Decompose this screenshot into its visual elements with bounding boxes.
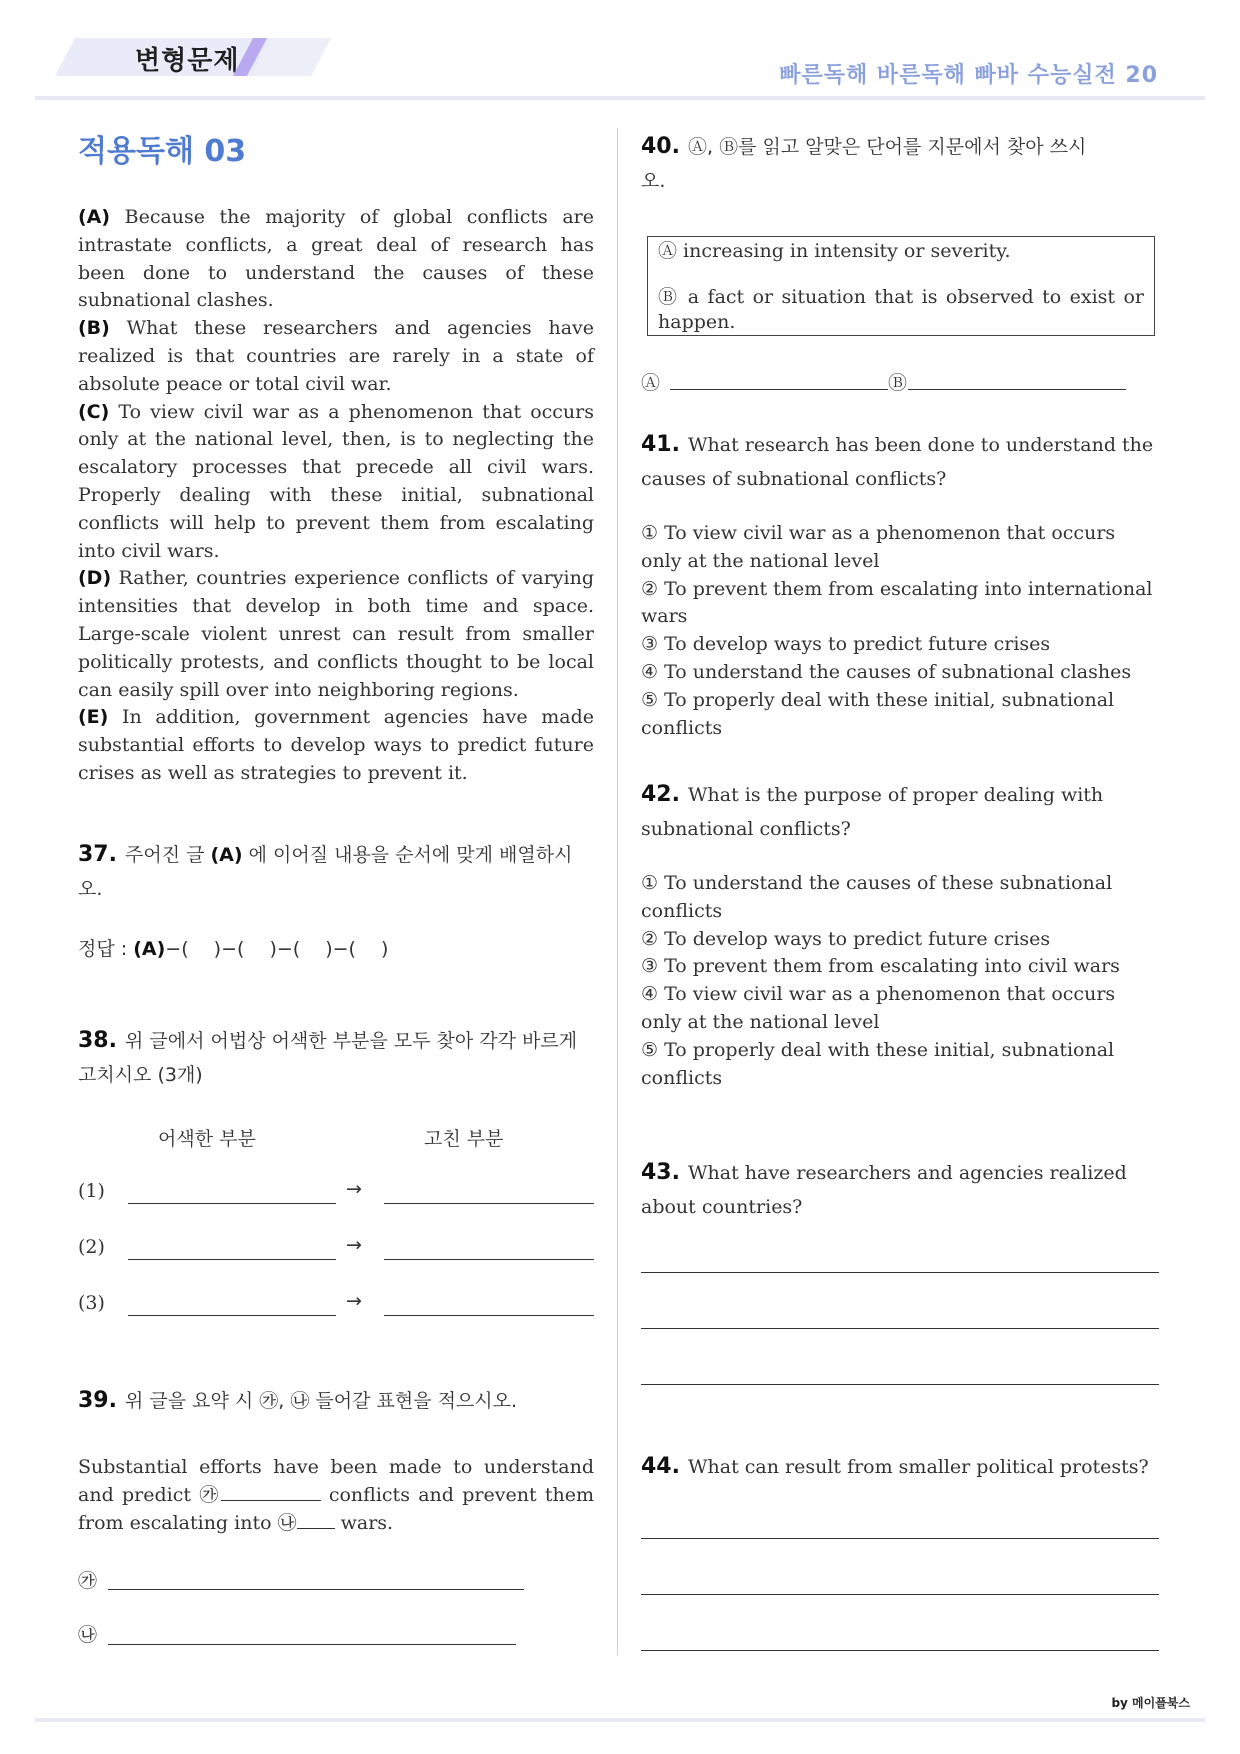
- column-header-fixed: 고친 부분: [424, 1128, 504, 1150]
- question-39: [78, 1384, 594, 1418]
- option[interactable]: ⑤ To properly deal with these initial, subnational conflicts: [641, 1038, 1115, 1089]
- answer-blank[interactable]: [128, 1315, 336, 1316]
- answer-blank[interactable]: [384, 1259, 594, 1260]
- question-number: 42.: [641, 782, 680, 807]
- question-44: [641, 1450, 1161, 1484]
- question-41: [641, 428, 1161, 496]
- answer-blank[interactable]: [128, 1203, 336, 1204]
- paragraph-d: [78, 565, 594, 704]
- question-number: 38.: [78, 1028, 117, 1053]
- blank-marker-a: ㉮: [199, 1483, 221, 1506]
- answer-label-b: Ⓑ: [888, 372, 908, 394]
- option[interactable]: ② To prevent them from escalating into international wars: [641, 577, 1153, 628]
- paragraph-text: To view civil war as a phenomenon that occurs only at the national level, then, is to neglecting the escalatory processes that precede all civil wars. Properly dealing with these initial, subnational conflicts will help to prevent them from escalating into civil wars.: [78, 400, 594, 562]
- paragraph-b: [78, 315, 594, 398]
- summary-blank-a[interactable]: [221, 1483, 321, 1501]
- prompt-marker: (A): [210, 844, 243, 866]
- answer-line[interactable]: [641, 1650, 1159, 1651]
- answer-blank-a[interactable]: [108, 1589, 524, 1590]
- summary-part: wars.: [334, 1511, 394, 1534]
- series-title: 빠른독해 바른독해 빠바 수능실전 20: [779, 63, 1158, 88]
- answer-blank-b[interactable]: [908, 389, 1126, 390]
- summary-part: conflicts and prevent them from escalating into: [78, 1483, 594, 1534]
- option[interactable]: ③ To develop ways to predict future crises: [641, 633, 1051, 656]
- paragraph-c: [78, 399, 594, 566]
- option[interactable]: ③ To prevent them from escalating into civil wars: [641, 955, 1120, 978]
- banner-title: 변형문제: [135, 46, 240, 76]
- question-number: 44.: [641, 1454, 680, 1479]
- paragraph-text: In addition, government agencies have made substantial efforts to develop ways to predict future crises as well as strategies to prevent it.: [78, 706, 594, 784]
- answer-37: [78, 932, 388, 966]
- definition-a: Ⓐ increasing in intensity or severity.: [658, 240, 1011, 262]
- footer-rule: [35, 1718, 1205, 1722]
- question-38: [78, 1024, 594, 1092]
- paragraph-text: What these researchers and agencies have realized is that countries are rarely in a state of absolute peace or total civil war.: [78, 317, 594, 395]
- question-prompt: What is the purpose of proper dealing with subnational conflicts?: [641, 784, 1104, 840]
- column-header-wrong: 어색한 부분: [158, 1128, 256, 1150]
- paragraph-marker: (B): [78, 317, 110, 340]
- option[interactable]: ① To understand the causes of these subnational conflicts: [641, 872, 1113, 922]
- answer-slots: −( )−( )−( )−( ): [165, 938, 389, 960]
- header-banner: [65, 34, 365, 76]
- question-42: [641, 778, 1161, 846]
- definition-b: Ⓑ a fact or situation that is observed to exist or happen.: [658, 286, 1144, 333]
- question-37: [78, 838, 594, 906]
- reading-passage: [78, 204, 594, 788]
- answer-blank[interactable]: [384, 1315, 594, 1316]
- summary-blank-b[interactable]: [297, 1511, 335, 1529]
- row-label: (1): [78, 1180, 105, 1202]
- answer-line[interactable]: [641, 1272, 1159, 1273]
- paragraph-marker: (C): [78, 400, 110, 423]
- question-40: [641, 130, 1101, 198]
- answer-label: 정답 :: [78, 938, 134, 960]
- paragraph-marker: (A): [78, 206, 111, 228]
- question-prompt-pre: 주어진 글: [124, 844, 211, 866]
- answer-label-a: ㉮: [78, 1570, 98, 1592]
- header-rule: [35, 96, 1205, 100]
- option[interactable]: ② To develop ways to predict future crises: [641, 927, 1051, 950]
- paragraph-marker: (E): [78, 706, 109, 729]
- answer-line[interactable]: [641, 1384, 1159, 1385]
- question-prompt: What have researchers and agencies realized about countries?: [641, 1162, 1127, 1218]
- definition-box: [647, 236, 1155, 336]
- answer-label-a: Ⓐ: [641, 372, 661, 394]
- question-prompt-post: 에 이어질 내용을 순서에 맞게 배열하시오.: [78, 844, 573, 900]
- paragraph-text: Because the majority of global conflicts are intrastate conflicts, a great deal of research has been done to understand the causes of these subnational clashes.: [78, 206, 594, 312]
- option[interactable]: ⑤ To properly deal with these initial, subnational conflicts: [641, 688, 1115, 739]
- option[interactable]: ④ To understand the causes of subnational clashes: [641, 660, 1132, 683]
- row-label: (2): [78, 1236, 105, 1258]
- arrow-icon: →: [346, 1290, 362, 1312]
- paragraph-marker: (D): [78, 567, 112, 590]
- section-title: 적용독해 03: [78, 134, 247, 169]
- row-label: (3): [78, 1292, 105, 1314]
- question-prompt: Ⓐ, Ⓑ를 읽고 알맞은 단어를 지문에서 찾아 쓰시오.: [641, 136, 1087, 192]
- summary-text: [78, 1454, 594, 1537]
- paragraph-a: [78, 204, 594, 315]
- paragraph-text: Rather, countries experience conflicts of varying intensities that develop in both time and space. Large-scale violent unrest can result from smaller politically protests, and conflicts thought to be local can easily spill over into neighboring regions.: [78, 567, 594, 701]
- answer-blank[interactable]: [384, 1203, 594, 1204]
- answer-marker: (A): [133, 938, 166, 960]
- answer-line[interactable]: [641, 1328, 1159, 1329]
- question-prompt: What research has been done to understand the causes of subnational conflicts?: [641, 434, 1154, 490]
- arrow-icon: →: [346, 1234, 362, 1256]
- answer-blank-a[interactable]: [670, 389, 888, 390]
- answer-line[interactable]: [641, 1538, 1159, 1539]
- column-divider: [617, 128, 618, 1655]
- answer-label-b: ㉯: [78, 1624, 98, 1646]
- question-43: [641, 1156, 1161, 1224]
- options-42: [641, 870, 1161, 1092]
- question-number: 40.: [641, 134, 680, 159]
- arrow-icon: →: [346, 1178, 362, 1200]
- paragraph-e: [78, 704, 594, 787]
- summary-part: Substantial efforts have been made to understand and predict: [78, 1456, 594, 1506]
- blank-marker-b: ㉯: [277, 1511, 297, 1534]
- option[interactable]: ① To view civil war as a phenomenon that occurs only at the national level: [641, 522, 1116, 572]
- question-number: 37.: [78, 842, 117, 867]
- question-prompt: What can result from smaller political protests?: [687, 1456, 1149, 1478]
- question-number: 41.: [641, 432, 680, 457]
- question-prompt: 위 글을 요약 시 ㉮, ㉯ 들어갈 표현을 적으시오.: [124, 1390, 518, 1412]
- footer-credit: by 메이플북스: [1111, 1696, 1190, 1710]
- answer-blank-b[interactable]: [108, 1644, 516, 1645]
- options-41: [641, 520, 1161, 742]
- question-number: 39.: [78, 1388, 117, 1413]
- answer-blank[interactable]: [128, 1259, 336, 1260]
- option[interactable]: ④ To view civil war as a phenomenon that occurs only at the national level: [641, 983, 1116, 1033]
- answer-line[interactable]: [641, 1594, 1159, 1595]
- question-prompt: 위 글에서 어법상 어색한 부분을 모두 찾아 각각 바르게 고치시오 (3개): [78, 1030, 578, 1086]
- question-number: 43.: [641, 1160, 680, 1185]
